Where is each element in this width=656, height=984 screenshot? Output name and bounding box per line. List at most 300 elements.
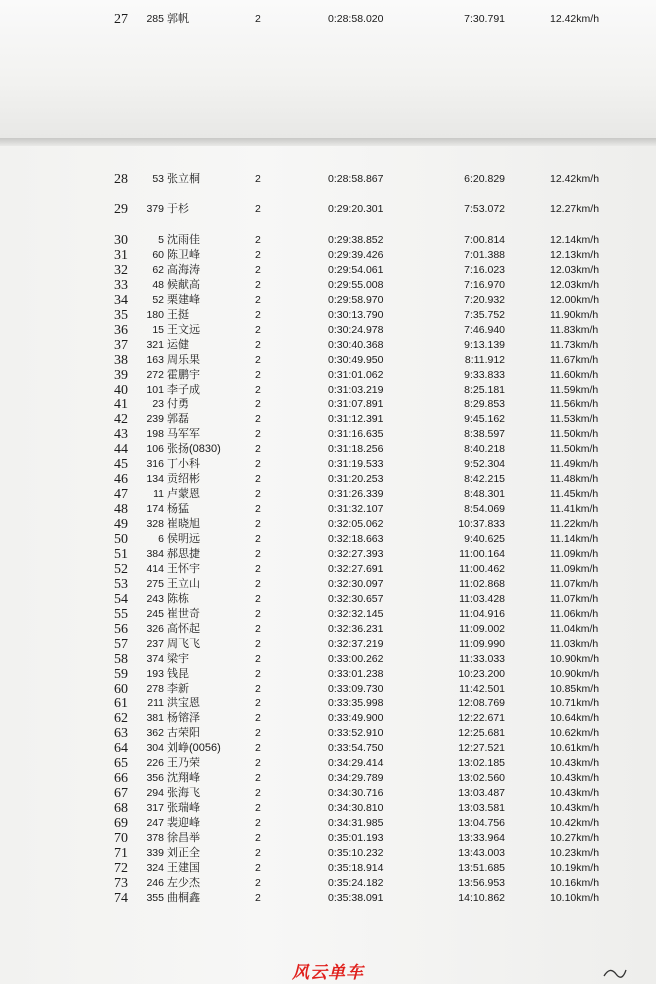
avg-speed: 11.07km/h — [550, 577, 599, 590]
avg-speed: 11.06km/h — [550, 607, 599, 620]
finish-time: 0:33:01.238 — [328, 667, 384, 680]
lap-count: 2 — [255, 682, 261, 695]
bib-number: 339 — [146, 846, 164, 859]
avg-speed: 10.43km/h — [550, 772, 600, 785]
lap-count: 2 — [255, 876, 261, 889]
rider-name: 郝思捷 — [167, 547, 200, 560]
finish-time: 0:31:16.635 — [328, 428, 384, 441]
time-gap: 13:43.003 — [458, 846, 505, 859]
finish-time: 0:31:20.253 — [328, 473, 384, 486]
lap-count: 2 — [255, 503, 261, 516]
rider-name: 侯明远 — [167, 533, 200, 545]
rider-name: 丁小科 — [167, 458, 200, 471]
avg-speed: 12.42km/h — [550, 173, 600, 185]
lap-count: 2 — [255, 338, 261, 351]
bib-number: 53 — [152, 173, 164, 185]
lap-count: 2 — [255, 353, 261, 366]
finish-time: 0:31:01.062 — [328, 368, 384, 381]
finish-time: 0:29:39.426 — [328, 248, 384, 261]
rider-name: 李新 — [167, 682, 189, 695]
rider-name: 崔世奇 — [167, 607, 200, 620]
avg-speed: 11.50km/h — [550, 443, 599, 456]
finish-time: 0:33:35.998 — [328, 697, 384, 710]
time-gap: 11:09.002 — [459, 622, 505, 635]
time-gap: 8:29.853 — [464, 398, 505, 411]
rank: 71 — [114, 845, 128, 861]
avg-speed: 10.90km/h — [550, 667, 600, 680]
result-row — [0, 442, 656, 457]
rank: 34 — [114, 292, 128, 308]
finish-time: 0:30:13.790 — [328, 308, 384, 321]
lap-count: 2 — [255, 443, 261, 456]
rider-name: 杨猛 — [167, 503, 189, 516]
bib-number: 60 — [152, 248, 164, 261]
time-gap: 7:16.970 — [464, 278, 505, 291]
rank: 67 — [114, 786, 128, 802]
time-gap: 7:16.023 — [464, 263, 505, 276]
lap-count: 2 — [255, 817, 261, 830]
rider-name: 左少杰 — [167, 876, 200, 889]
avg-speed: 10.23km/h — [550, 846, 600, 859]
avg-speed: 11.67km/h — [550, 353, 599, 366]
lap-count: 2 — [255, 787, 261, 800]
finish-time: 0:29:58.970 — [328, 293, 384, 306]
avg-speed: 10.61km/h — [550, 742, 600, 755]
bib-number: 6 — [158, 533, 164, 545]
result-row — [0, 726, 656, 741]
avg-speed: 11.53km/h — [550, 413, 599, 426]
rider-name: 李子成 — [167, 383, 200, 396]
lap-count: 2 — [255, 622, 261, 635]
rank: 31 — [114, 247, 128, 263]
bib-number: 324 — [146, 861, 164, 874]
rider-name: 陈栋 — [167, 592, 189, 605]
finish-time: 0:31:12.391 — [328, 413, 384, 426]
rider-name: 裴迎峰 — [167, 817, 200, 830]
rider-name: 王立山 — [167, 577, 200, 590]
lap-count: 2 — [255, 742, 261, 755]
rider-name: 马军军 — [167, 428, 200, 441]
rank: 74 — [114, 890, 128, 906]
avg-speed: 10.90km/h — [550, 652, 600, 665]
avg-speed: 11.59km/h — [550, 383, 599, 396]
bib-number: 378 — [146, 832, 164, 844]
bib-number: 379 — [146, 203, 164, 215]
time-gap: 7:35.752 — [464, 308, 505, 321]
result-row — [0, 172, 656, 187]
avg-speed: 12.00km/h — [550, 293, 600, 306]
finish-time: 0:31:32.107 — [328, 503, 384, 516]
time-gap: 10:37.833 — [458, 518, 505, 531]
rank: 65 — [114, 756, 128, 772]
avg-speed: 10.62km/h — [550, 727, 600, 740]
lap-count: 2 — [255, 547, 261, 560]
lap-count: 2 — [255, 577, 261, 590]
bib-number: 180 — [146, 308, 164, 321]
bib-number: 381 — [146, 712, 164, 725]
time-gap: 9:40.625 — [464, 533, 505, 545]
lap-count: 2 — [255, 413, 261, 426]
finish-time: 0:33:09.730 — [328, 682, 384, 695]
time-gap: 13:03.487 — [458, 787, 505, 800]
rank: 45 — [114, 457, 128, 473]
rider-name: 卢蒙恩 — [167, 488, 200, 501]
avg-speed: 11.09km/h — [550, 562, 599, 575]
lap-count: 2 — [255, 398, 261, 411]
finish-time: 0:32:27.393 — [328, 547, 384, 560]
time-gap: 7:46.940 — [464, 323, 505, 336]
bib-number: 134 — [146, 473, 164, 486]
bib-number: 5 — [158, 234, 164, 246]
rider-name: 王乃荣 — [167, 757, 200, 770]
bib-number: 106 — [146, 443, 164, 456]
result-row — [0, 412, 656, 427]
lap-count: 2 — [255, 278, 261, 291]
rider-name: 王怀宇 — [167, 562, 200, 575]
rank: 33 — [114, 277, 128, 293]
result-row — [0, 368, 656, 383]
rider-name: 运健 — [167, 338, 189, 351]
lap-count: 2 — [255, 488, 261, 501]
result-row — [0, 338, 656, 353]
lap-count: 2 — [255, 727, 261, 740]
finish-time: 0:33:52.910 — [328, 727, 384, 740]
rider-name: 古荣阳 — [167, 727, 200, 740]
rider-name: 周飞飞 — [167, 637, 200, 650]
rider-name: 崔晓旭 — [167, 518, 200, 531]
rank: 66 — [114, 771, 128, 787]
result-row — [0, 487, 656, 502]
lap-count: 2 — [255, 607, 261, 620]
result-row — [0, 711, 656, 726]
finish-time: 0:33:54.750 — [328, 742, 384, 755]
rider-name: 候献高 — [167, 278, 200, 291]
result-row — [0, 831, 656, 846]
time-gap: 8:25.181 — [464, 383, 505, 396]
finish-time: 0:35:38.091 — [328, 891, 384, 904]
bib-number: 275 — [146, 577, 164, 590]
bib-number: 374 — [146, 652, 164, 665]
watermark: 风云单车 — [292, 963, 364, 983]
result-row — [0, 741, 656, 756]
time-gap: 8:40.218 — [464, 443, 505, 456]
lap-count: 2 — [255, 203, 261, 215]
finish-time: 0:35:10.232 — [328, 846, 384, 859]
result-row — [0, 278, 656, 293]
avg-speed: 10.64km/h — [550, 712, 600, 725]
avg-speed: 12.14km/h — [550, 234, 600, 246]
finish-time: 0:34:30.810 — [328, 802, 384, 815]
time-gap: 12:27.521 — [458, 742, 505, 755]
result-row — [0, 592, 656, 607]
time-gap: 6:20.829 — [464, 173, 505, 185]
finish-time: 0:32:05.062 — [328, 518, 384, 531]
time-gap: 14:10.862 — [458, 891, 505, 904]
bib-number: 193 — [146, 667, 164, 680]
time-gap: 7:53.072 — [464, 203, 505, 215]
time-gap: 12:22.671 — [458, 712, 505, 725]
rider-name: 刘峥(0056) — [167, 742, 221, 755]
lap-count: 2 — [255, 428, 261, 441]
bib-number: 272 — [146, 368, 164, 381]
result-row — [0, 577, 656, 592]
bib-number: 317 — [146, 802, 164, 815]
time-gap: 11:03.428 — [459, 592, 505, 605]
rider-name: 钱昆 — [167, 667, 189, 680]
rank: 50 — [114, 532, 128, 547]
lap-count: 2 — [255, 518, 261, 531]
rank: 28 — [114, 172, 128, 187]
rider-name: 高海涛 — [167, 263, 200, 276]
result-row — [0, 547, 656, 562]
rider-name: 贡绍彬 — [167, 473, 200, 486]
rider-name: 刘正全 — [167, 846, 200, 859]
time-gap: 11:09.990 — [459, 637, 505, 650]
rank: 54 — [114, 591, 128, 607]
bib-number: 246 — [146, 876, 164, 889]
result-row — [0, 622, 656, 637]
rider-name: 洪宝恩 — [167, 697, 200, 710]
bib-number: 52 — [152, 293, 164, 306]
time-gap: 8:11.912 — [464, 353, 505, 366]
result-row — [0, 876, 656, 891]
finish-time: 0:34:30.716 — [328, 787, 384, 800]
avg-speed: 11.07km/h — [550, 592, 599, 605]
finish-time: 0:33:00.262 — [328, 652, 384, 665]
result-row — [0, 233, 656, 248]
rank: 43 — [114, 427, 128, 443]
lap-count: 2 — [255, 637, 261, 650]
bib-number: 11 — [153, 488, 164, 501]
time-gap: 7:20.932 — [464, 293, 505, 306]
time-gap: 13:56.953 — [458, 876, 505, 889]
result-row — [0, 457, 656, 472]
bib-number: 304 — [146, 742, 164, 755]
avg-speed: 11.60km/h — [550, 368, 599, 381]
time-gap: 7:00.814 — [464, 234, 505, 246]
rider-name: 梁宇 — [167, 652, 189, 665]
lap-count: 2 — [255, 846, 261, 859]
lap-count: 2 — [255, 323, 261, 336]
bib-number: 23 — [152, 398, 164, 411]
finish-time: 0:29:55.008 — [328, 278, 384, 291]
finish-time: 0:31:18.256 — [328, 443, 384, 456]
lap-count: 2 — [255, 712, 261, 725]
bib-number: 316 — [146, 458, 164, 471]
rank: 44 — [114, 442, 128, 458]
rider-name: 杨镕泽 — [167, 712, 200, 725]
result-row — [0, 652, 656, 667]
result-row — [0, 263, 656, 278]
rank: 63 — [114, 726, 128, 742]
time-gap: 9:52.304 — [464, 458, 505, 471]
finish-time: 0:34:29.414 — [328, 757, 384, 770]
lap-count: 2 — [255, 802, 261, 815]
bib-number: 62 — [152, 263, 164, 276]
finish-time: 0:34:29.789 — [328, 772, 384, 785]
rank: 69 — [114, 816, 128, 832]
bib-number: 328 — [146, 518, 164, 531]
lap-count: 2 — [255, 592, 261, 605]
avg-speed: 12.13km/h — [550, 248, 600, 261]
result-row — [0, 12, 656, 27]
finish-time: 0:28:58.020 — [328, 13, 384, 25]
rank: 41 — [114, 397, 128, 413]
bib-number: 211 — [147, 697, 164, 710]
result-row — [0, 667, 656, 682]
rider-name: 栗建峰 — [167, 293, 200, 306]
lap-count: 2 — [255, 832, 261, 844]
result-row — [0, 472, 656, 487]
avg-speed: 11.22km/h — [550, 518, 599, 531]
finish-time: 0:30:49.950 — [328, 353, 384, 366]
finish-time: 0:28:58.867 — [328, 173, 384, 185]
lap-count: 2 — [255, 13, 261, 25]
lap-count: 2 — [255, 368, 261, 381]
lap-count: 2 — [255, 757, 261, 770]
finish-time: 0:29:54.061 — [328, 263, 384, 276]
rank: 61 — [114, 696, 128, 712]
time-gap: 9:45.162 — [464, 413, 505, 426]
result-row — [0, 293, 656, 308]
time-gap: 11:42.501 — [459, 682, 505, 695]
bib-number: 198 — [146, 428, 164, 441]
avg-speed: 10.43km/h — [550, 757, 600, 770]
bib-number: 278 — [146, 682, 164, 695]
finish-time: 0:32:36.231 — [328, 622, 384, 635]
rider-name: 霍鹏宇 — [167, 368, 200, 381]
avg-speed: 11.50km/h — [550, 428, 599, 441]
lap-count: 2 — [255, 861, 261, 874]
avg-speed: 10.43km/h — [550, 802, 600, 815]
bib-number: 247 — [146, 817, 164, 830]
rank: 57 — [114, 636, 128, 652]
rank: 29 — [114, 202, 128, 217]
rank: 62 — [114, 711, 128, 727]
rank: 30 — [114, 233, 128, 248]
avg-speed: 11.48km/h — [550, 473, 599, 486]
result-row — [0, 801, 656, 816]
finish-time: 0:31:03.219 — [328, 383, 384, 396]
rank: 73 — [114, 875, 128, 891]
avg-speed: 10.42km/h — [550, 817, 600, 830]
avg-speed: 11.41km/h — [550, 503, 599, 516]
finish-time: 0:35:24.182 — [328, 876, 384, 889]
avg-speed: 11.03km/h — [550, 637, 599, 650]
rider-name: 张扬(0830) — [167, 443, 221, 456]
finish-time: 0:32:30.097 — [328, 577, 384, 590]
bib-number: 237 — [146, 637, 164, 650]
finish-time: 0:32:30.657 — [328, 592, 384, 605]
rank: 35 — [114, 307, 128, 323]
rider-name: 周乐果 — [167, 353, 200, 366]
rider-name: 高怀起 — [167, 622, 200, 635]
finish-time: 0:34:31.985 — [328, 817, 384, 830]
rank: 39 — [114, 367, 128, 383]
time-gap: 8:48.301 — [464, 488, 505, 501]
finish-time: 0:32:32.145 — [328, 607, 384, 620]
page-fold — [0, 138, 656, 146]
rank: 56 — [114, 621, 128, 637]
rider-name: 沈翔峰 — [167, 772, 200, 785]
avg-speed: 11.83km/h — [550, 323, 599, 336]
lap-count: 2 — [255, 263, 261, 276]
time-gap: 12:08.769 — [458, 697, 505, 710]
rider-name: 张瑞峰 — [167, 802, 200, 815]
finish-time: 0:35:01.193 — [328, 832, 384, 844]
result-row — [0, 248, 656, 263]
lap-count: 2 — [255, 383, 261, 396]
rider-name: 张立桐 — [167, 173, 200, 185]
finish-time: 0:31:26.339 — [328, 488, 384, 501]
result-row — [0, 637, 656, 652]
rank: 32 — [114, 262, 128, 278]
rider-name: 郭帆 — [167, 13, 189, 25]
rider-name: 付勇 — [167, 398, 189, 411]
bib-number: 243 — [146, 592, 164, 605]
time-gap: 11:00.462 — [459, 562, 505, 575]
result-row — [0, 202, 656, 217]
bib-number: 362 — [146, 727, 164, 740]
rank: 49 — [114, 517, 128, 533]
bib-number: 285 — [146, 13, 164, 25]
result-row — [0, 562, 656, 577]
bib-number: 239 — [146, 413, 164, 426]
time-gap: 9:13.139 — [464, 338, 505, 351]
rank: 64 — [114, 741, 128, 757]
avg-speed: 12.27km/h — [550, 203, 600, 215]
time-gap: 11:00.164 — [459, 547, 505, 560]
rank: 68 — [114, 801, 128, 817]
time-gap: 11:02.868 — [459, 577, 505, 590]
lap-count: 2 — [255, 308, 261, 321]
lap-count: 2 — [255, 458, 261, 471]
time-gap: 13:03.581 — [458, 802, 505, 815]
lap-count: 2 — [255, 173, 261, 185]
time-gap: 12:25.681 — [458, 727, 505, 740]
time-gap: 11:04.916 — [459, 607, 505, 620]
result-row — [0, 771, 656, 786]
lap-count: 2 — [255, 891, 261, 904]
lap-count: 2 — [255, 248, 261, 261]
avg-speed: 11.90km/h — [550, 308, 599, 321]
finish-time: 0:29:20.301 — [328, 203, 384, 215]
result-row — [0, 682, 656, 697]
rank: 38 — [114, 352, 128, 368]
bib-number: 356 — [146, 772, 164, 785]
avg-speed: 10.19km/h — [550, 861, 600, 874]
result-row — [0, 308, 656, 323]
finish-time: 0:31:07.891 — [328, 398, 384, 411]
bib-number: 326 — [146, 622, 164, 635]
avg-speed: 10.27km/h — [550, 832, 600, 844]
result-row — [0, 756, 656, 771]
bib-number: 174 — [146, 503, 164, 516]
bib-number: 48 — [152, 278, 164, 291]
pen-mark — [600, 962, 630, 982]
rank: 60 — [114, 681, 128, 697]
bib-number: 355 — [146, 891, 164, 904]
rider-name: 徐昌举 — [167, 832, 200, 844]
result-row — [0, 397, 656, 412]
lap-count: 2 — [255, 697, 261, 710]
avg-speed: 10.43km/h — [550, 787, 600, 800]
time-gap: 10:23.200 — [458, 667, 505, 680]
time-gap: 13:02.185 — [458, 757, 505, 770]
time-gap: 7:01.388 — [464, 248, 505, 261]
rank: 37 — [114, 337, 128, 353]
time-gap: 13:02.560 — [458, 772, 505, 785]
